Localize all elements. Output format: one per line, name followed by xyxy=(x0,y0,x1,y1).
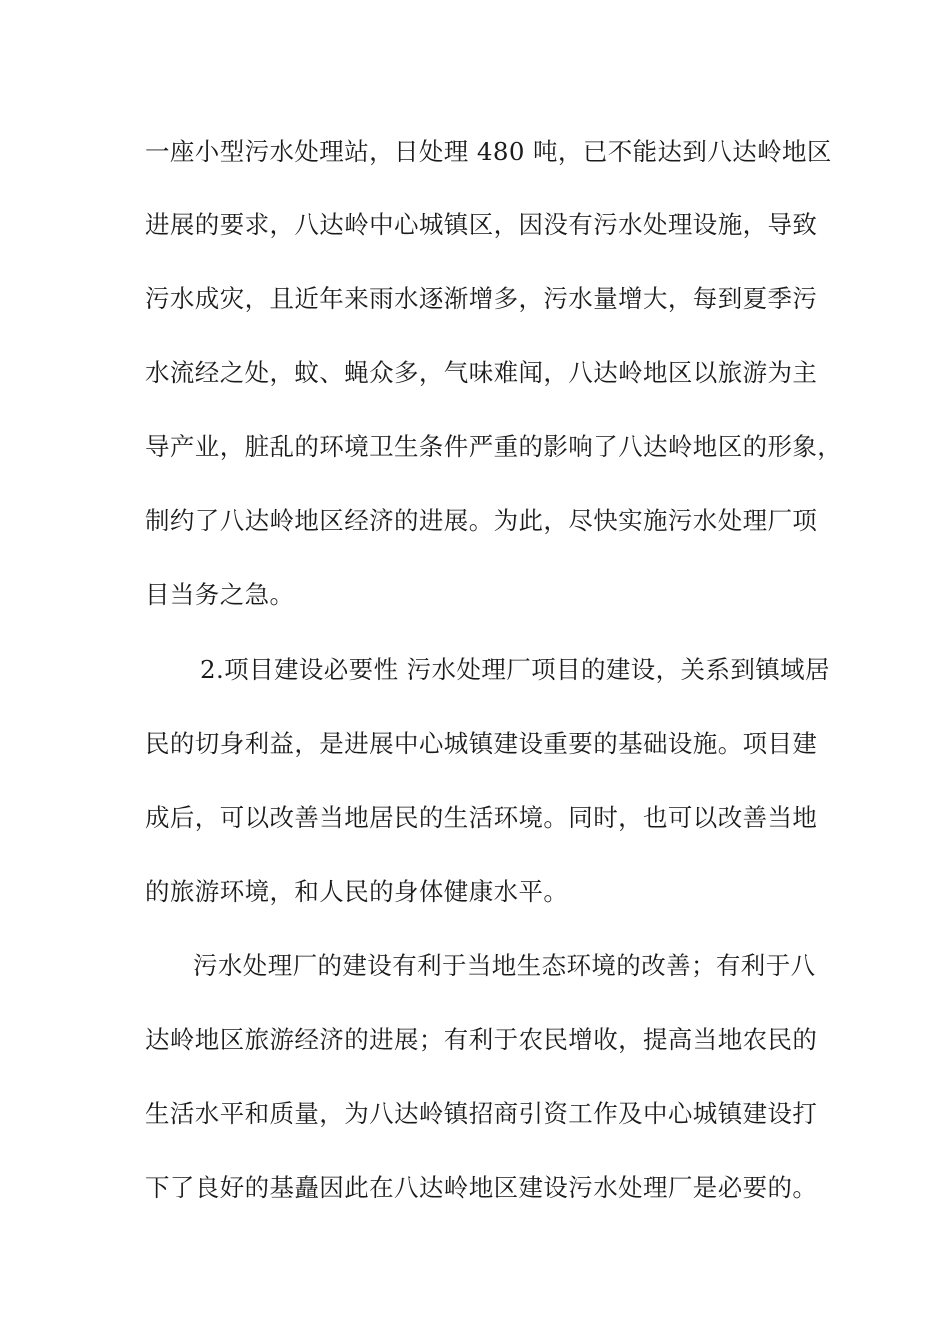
paragraph-1-line-6: 制约了八达岭地区经济的进展。为此，尽快实施污水处理厂项 xyxy=(145,506,818,535)
paragraph-1-line-4: 水流经之处，蚊、蝇众多，气味难闻，八达岭地区以旅游为主 xyxy=(145,358,818,387)
paragraph-2-line-2: 民的切身利益，是进展中心城镇建设重要的基础设施。项目建 xyxy=(145,729,818,758)
paragraph-3-line-3: 生活水平和质量，为八达岭镇招商引资工作及中心城镇建设打 xyxy=(145,1099,818,1128)
paragraph-2-line-4: 的旅游环境，和人民的身体健康水平。 xyxy=(145,877,569,906)
paragraph-1-line-2: 进展的要求，八达岭中心城镇区，因没有污水处理设施，导致 xyxy=(145,210,818,239)
paragraph-2-line-3: 成后，可以改善当地居民的生活环境。同时，也可以改善当地 xyxy=(145,803,818,832)
paragraph-2-line-1: 2.项目建设必要性 污水处理厂项目的建设，关系到镇域居 xyxy=(200,655,830,684)
paragraph-1-line-3: 污水成灾，且近年来雨水逐渐增多，污水量增大，每到夏季污 xyxy=(145,284,818,313)
paragraph-1-line-5: 导产业，脏乱的环境卫生条件严重的影响了八达岭地区的形象， xyxy=(145,432,843,461)
paragraph-3-line-1: 污水处理厂的建设有利于当地生态环境的改善；有利于八 xyxy=(193,951,816,980)
paragraph-3-line-2: 达岭地区旅游经济的进展；有利于农民增收，提高当地农民的 xyxy=(145,1025,818,1054)
paragraph-3-line-4: 下了良好的基矗因此在八达岭地区建设污水处理厂是必要的。 xyxy=(145,1173,818,1202)
paragraph-1-line-7: 目当务之急。 xyxy=(145,580,295,609)
paragraph-1-line-1: 一座小型污水处理站，日处理 480 吨，已不能达到八达岭地区 xyxy=(145,137,832,166)
